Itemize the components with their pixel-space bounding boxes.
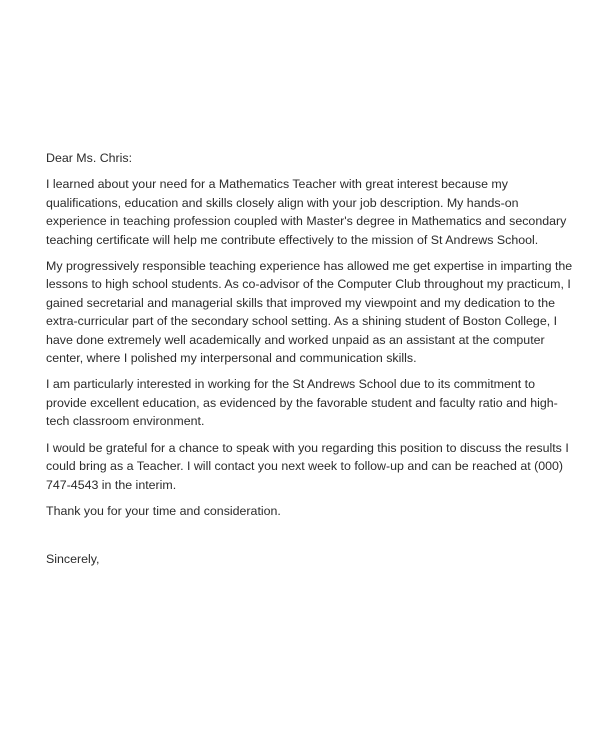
paragraph-line: experience in teaching profession coupled with Master's degree in Mathematics and secondary — [46, 214, 567, 229]
paragraph-2 — [46, 257, 573, 367]
paragraph-line: center, where I polished my interpersonal and communication skills. — [46, 351, 417, 366]
paragraph-line: I am particularly interested in working for the St Andrews School due to its commitment to — [46, 377, 535, 392]
paragraph-3 — [46, 375, 558, 430]
paragraph-line: I would be grateful for a chance to speak with you regarding this position to discuss the results I — [46, 440, 569, 455]
salutation: Dear Ms. Chris: — [46, 151, 133, 165]
paragraph-1 — [46, 175, 567, 249]
paragraph-line: My progressively responsible teaching experience has allowed me get expertise in imparting the — [46, 259, 573, 274]
paragraph-line: 747-4543 in the interim. — [46, 477, 177, 492]
paragraph-line: lessons to high school students. As co-advisor of the Computer Club throughout my practicum, I — [46, 277, 571, 292]
paragraph-line: I learned about your need for a Mathematics Teacher with great interest because my — [46, 177, 508, 192]
closing-thanks: Thank you for your time and consideration. — [46, 503, 281, 518]
paragraph-line: gained secretarial and managerial skills that improved my viewpoint and my dedication to the — [46, 295, 555, 310]
paragraph-line: have done extremely well academically and worked unpaid as an assistant at the computer — [46, 332, 545, 347]
signoff: Sincerely, — [46, 552, 100, 567]
paragraph-line: tech classroom environment. — [46, 414, 205, 429]
paragraph-line: extra-curricular part of the secondary school setting. As a shining student of Boston College, I — [46, 314, 558, 329]
cover-letter — [46, 149, 573, 569]
paragraph-4 — [46, 439, 569, 494]
paragraph-line: could bring as a Teacher. I will contact you next week to follow-up and can be reached at (000) — [46, 459, 564, 474]
paragraph-line: qualifications, education and skills closely align with your job description. My hands-on — [46, 195, 519, 210]
paragraph-line: provide excellent education, as evidenced by the favorable student and faculty ratio and high- — [46, 395, 558, 410]
paragraph-line: teaching certificate will help me contribute effectively to the mission of St Andrews School. — [46, 232, 539, 247]
